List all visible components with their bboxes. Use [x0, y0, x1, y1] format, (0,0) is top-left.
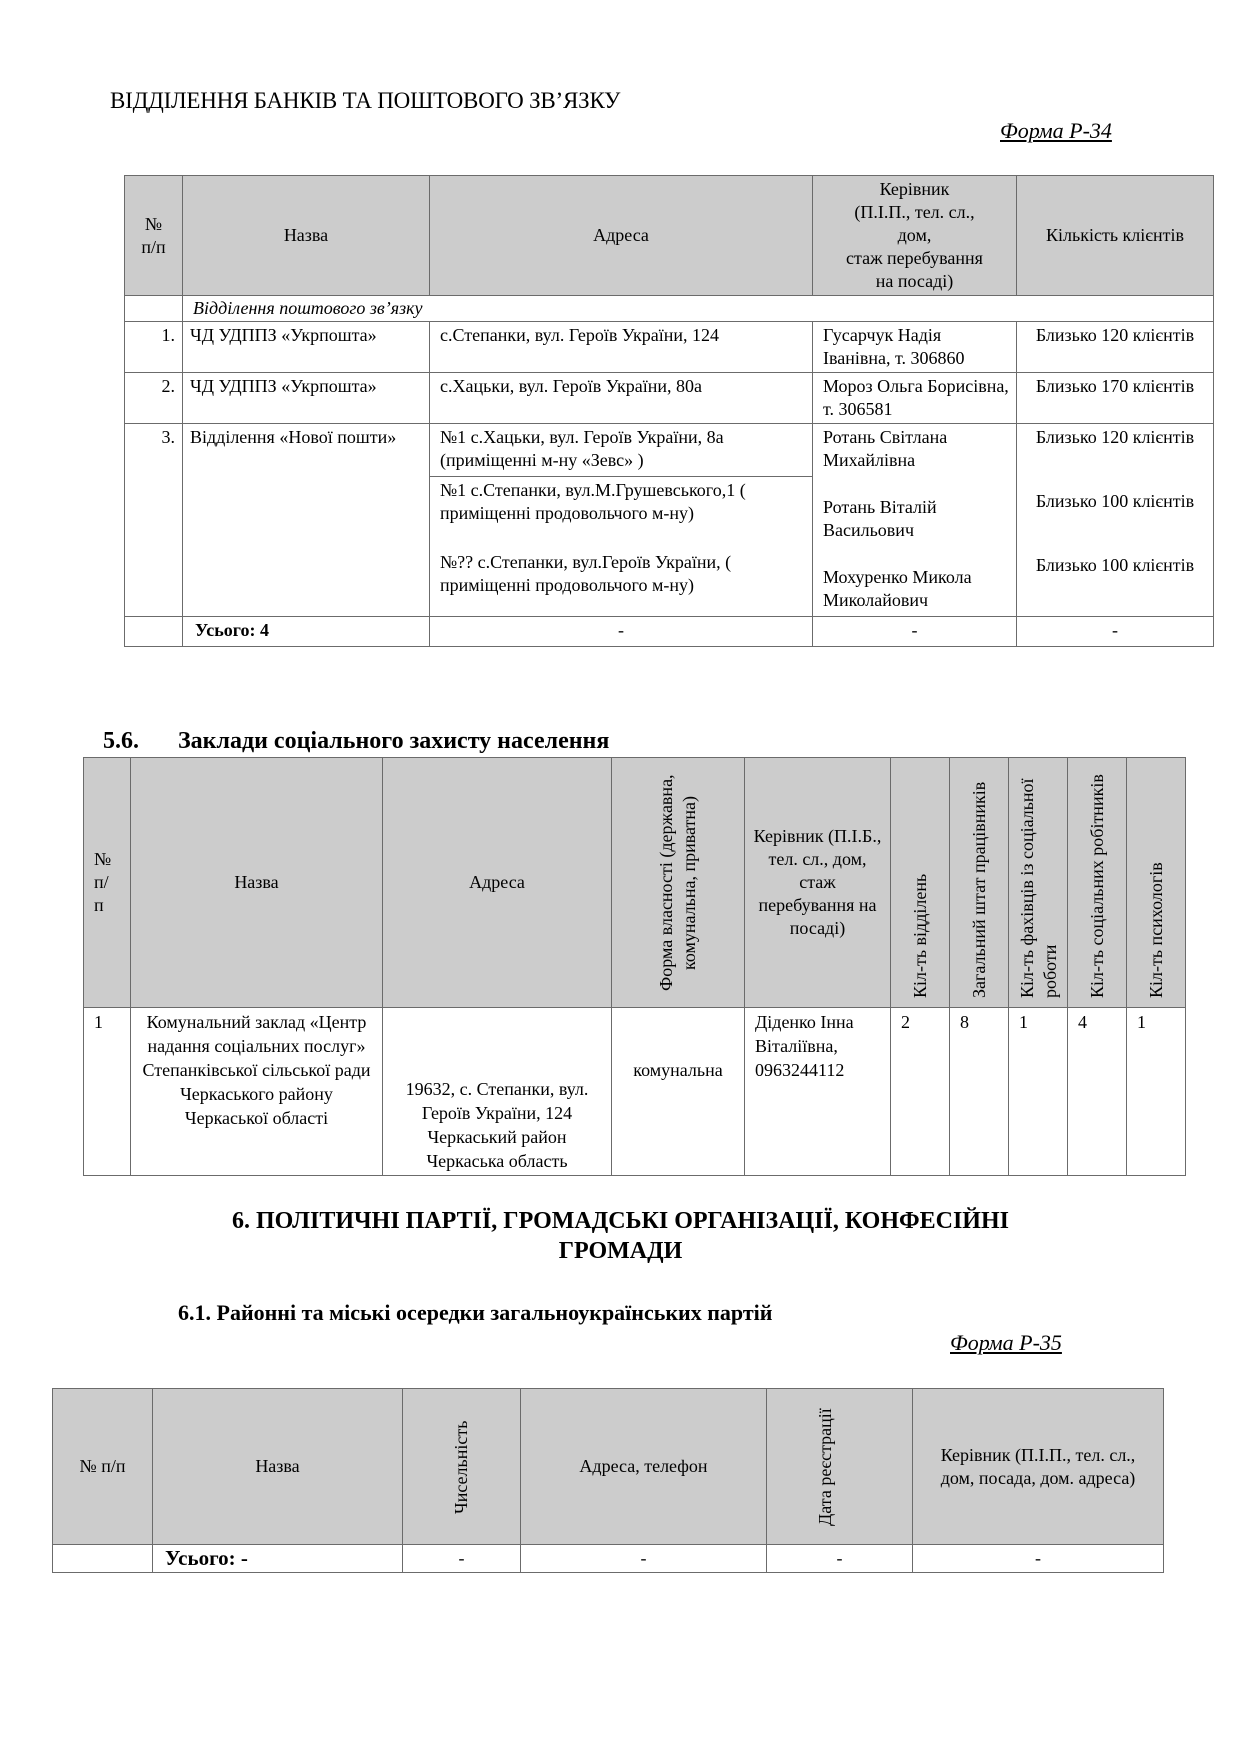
header-num: № п/ п — [84, 758, 131, 1008]
social-institutions-table — [83, 757, 1186, 1176]
header-specialists: Кіл-ть фахівців із соціальної роботи — [1009, 758, 1068, 1008]
total-address: - — [521, 1545, 767, 1573]
header-num: № п/п — [53, 1389, 153, 1545]
branch-head: Ротань Віталій Васильович — [823, 497, 937, 540]
header-departments: Кіл-ть відділень — [891, 758, 950, 1008]
header-name: Назва — [153, 1389, 403, 1545]
row-staff: 8 — [950, 1008, 1009, 1176]
row-num: 3. — [125, 424, 183, 617]
total-address: - — [430, 617, 813, 647]
total-row — [53, 1545, 1164, 1573]
branch-address: №1 с.Степанки, вул.М.Грушевського,1 ( приміщенні продовольчого м-ну) — [430, 476, 812, 549]
header-psychologists: Кіл-ть психологів — [1127, 758, 1186, 1008]
row-social-workers: 4 — [1068, 1008, 1127, 1176]
form-label-r35: Форма Р-35 — [950, 1330, 1062, 1355]
subsection-label: Відділення поштового зв’язку — [183, 296, 1214, 322]
subsection-heading-6-1: 6.1. Районні та міські осередки загальноукраїнських партій — [178, 1300, 773, 1325]
header-head: Керівник (П.І.П., тел. сл., дом, посада, дом. адреса) — [913, 1389, 1164, 1545]
row-num: 2. — [125, 373, 183, 424]
branch-head: Ротань Світлана Михайлівна — [823, 427, 948, 470]
row-clients-list — [1017, 424, 1214, 617]
row-head: Мороз Ольга Борисівна, т. 306581 — [813, 373, 1017, 424]
header-address: Адреса — [430, 176, 813, 296]
post-offices-table — [124, 175, 1214, 647]
row-num: 1. — [125, 322, 183, 373]
header-head: Керівник (П.І.П., тел. сл., дом, стаж перебування на посаді) — [813, 176, 1017, 296]
subsection-row — [125, 296, 1214, 322]
header-staff: Загальний штат працівників — [950, 758, 1009, 1008]
row-address: 19632, с. Степанки, вул. Героїв України, 124 Черкаський район Черкаська область — [383, 1008, 612, 1176]
branch-clients: Близько 100 клієнтів — [1035, 491, 1195, 511]
header-reg-date: Дата реєстрації — [767, 1389, 913, 1545]
header-name: Назва — [183, 176, 430, 296]
branch-address: №?? с.Степанки, вул.Героїв України, ( приміщенні продовольчого м-ну) — [440, 552, 732, 595]
row-ownership: комунальна — [612, 1008, 745, 1176]
row-name: ЧД УДППЗ «Укрпошта» — [183, 373, 430, 424]
branch-head: Мохуренко Микола Миколайович — [823, 567, 972, 610]
row-address: с.Степанки, вул. Героїв України, 124 — [430, 322, 813, 373]
total-clients: - — [1017, 617, 1214, 647]
header-social-workers: Кіл-ть соціальних робітників — [1068, 758, 1127, 1008]
parties-table — [52, 1388, 1164, 1573]
row-name: Комунальний заклад «Центр надання соціальних послуг» Степанківської сільської ради Черкаського району Черкаської області — [131, 1008, 383, 1176]
table-header-row — [125, 176, 1214, 296]
row-specialists: 1 — [1009, 1008, 1068, 1176]
header-address: Адреса — [383, 758, 612, 1008]
section-heading-6: 6. ПОЛІТИЧНІ ПАРТІЇ, ГРОМАДСЬКІ ОРГАНІЗАЦІЇ, КОНФЕСІЙНІ ГРОМАДИ — [232, 1208, 1009, 1264]
section-number: 5.6. — [103, 728, 139, 754]
table-row — [125, 373, 1214, 424]
total-label: Усього: - — [153, 1545, 403, 1573]
row-name: ЧД УДППЗ «Укрпошта» — [183, 322, 430, 373]
table-row — [125, 424, 1214, 617]
total-row — [125, 617, 1214, 647]
section-heading-5-6 — [103, 728, 609, 755]
table-header-row — [84, 758, 1186, 1008]
row-clients: Близько 120 клієнтів — [1017, 322, 1214, 373]
row-addresses — [430, 424, 813, 617]
table-row — [84, 1008, 1186, 1176]
total-head: - — [813, 617, 1017, 647]
row-clients: Близько 170 клієнтів — [1017, 373, 1214, 424]
header-num: № п/п — [125, 176, 183, 296]
form-label-r34: Форма Р-34 — [1000, 118, 1112, 143]
row-head: Діденко Інна Віталіївна, 0963244112 — [745, 1008, 891, 1176]
total-reg-date: - — [767, 1545, 913, 1573]
table-row — [125, 322, 1214, 373]
total-count: - — [403, 1545, 521, 1573]
branch-clients: Близько 100 клієнтів — [1035, 555, 1195, 575]
header-count: Чисельність — [403, 1389, 521, 1545]
total-label: Усього: 4 — [183, 617, 430, 647]
header-clients: Кількість клієнтів — [1017, 176, 1214, 296]
branch-address: №1 с.Хацьки, вул. Героїв України, 8а (приміщенні м-ну «Зевс» ) — [440, 427, 724, 470]
table-header-row — [53, 1389, 1164, 1545]
header-ownership: Форма власності (державна, комунальна, приватна) — [612, 758, 745, 1008]
row-heads — [813, 424, 1017, 617]
section-title-banks-post: ВІДДІЛЕННЯ БАНКІВ ТА ПОШТОВОГО ЗВ’ЯЗКУ — [110, 88, 621, 113]
section-title: Заклади соціального захисту населення — [178, 728, 610, 754]
row-num: 1 — [84, 1008, 131, 1176]
header-address: Адреса, телефон — [521, 1389, 767, 1545]
row-psychologists: 1 — [1127, 1008, 1186, 1176]
row-name: Відділення «Нової пошти» — [183, 424, 430, 617]
total-head: - — [913, 1545, 1164, 1573]
header-name: Назва — [131, 758, 383, 1008]
row-head: Гусарчук Надія Іванівна, т. 306860 — [813, 322, 1017, 373]
branch-clients: Близько 120 клієнтів — [1035, 427, 1195, 447]
row-departments: 2 — [891, 1008, 950, 1176]
header-head: Керівник (П.І.Б., тел. сл., дом, стаж перебування на посаді) — [745, 758, 891, 1008]
row-address: с.Хацьки, вул. Героїв України, 80а — [430, 373, 813, 424]
